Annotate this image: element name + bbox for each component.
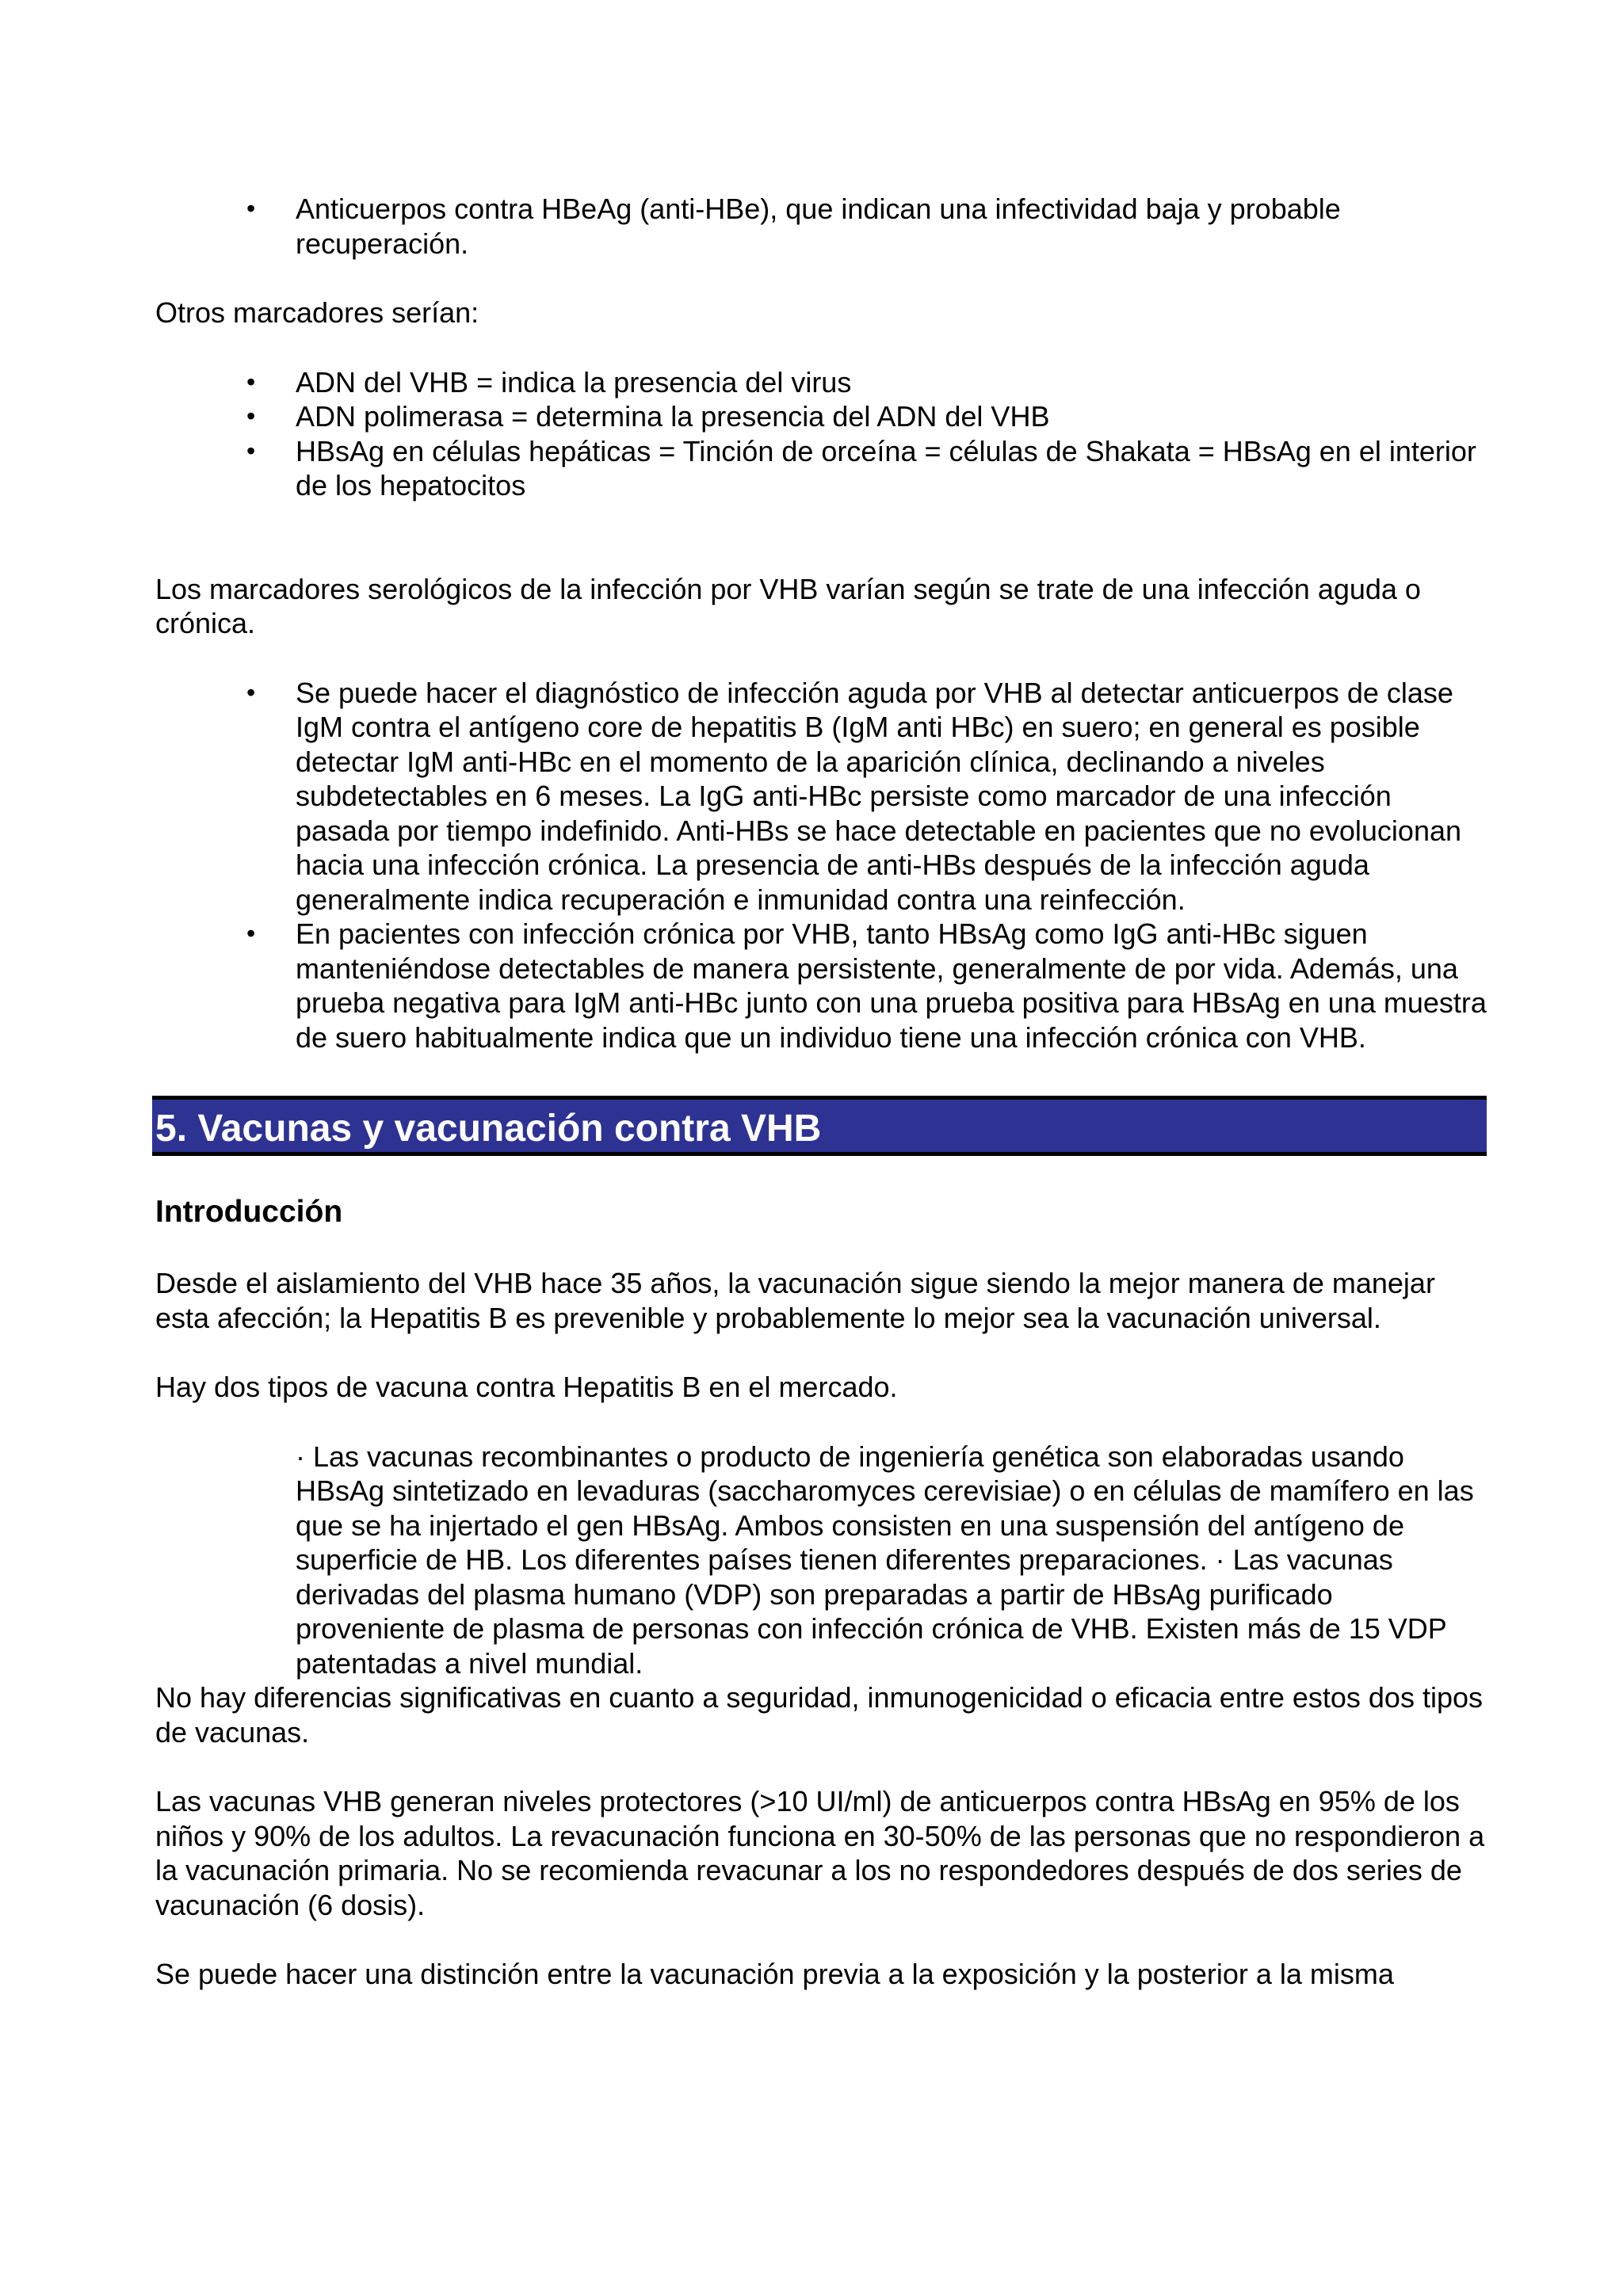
serologic-markers-paragraph: Los marcadores serológicos de la infección por VHB varían según se trate de una infección aguda o crónica. xyxy=(155,572,1421,639)
distincion-paragraph: Se puede hacer una distinción entre la vacunación previa a la exposición y la posterior a la misma xyxy=(155,1958,1394,1990)
section-heading-banner xyxy=(152,1096,1487,1156)
section-title: 5. Vacunas y vacunación contra VHB xyxy=(155,1108,822,1150)
niveles-protectores-paragraph: Las vacunas VHB generan niveles protectores (>10 UI/ml) de anticuerpos contra HBsAg en 95% de los niños y 90% de los adultos. La revacunación funciona en 30-50% de las personas que no respondieron a la vacunación primaria. No se recomienda revacunar a los no respondedores después de dos series de vacunación (6 dosis). xyxy=(155,1785,1485,1921)
intro-paragraph: Desde el aislamiento del VHB hace 35 años, la vacunación sigue siendo la mejor manera de manejar esta afección; la Hepatitis B es prevenible y probablemente lo mejor sea la vacunación universal. xyxy=(155,1267,1435,1334)
bullet-anti-hbe: • Anticuerpos contra HBeAg (anti-HBe), que indican una infectividad baja y probable recuperación. xyxy=(296,192,1487,261)
bullet-hbsag-celulas: • HBsAg en células hepáticas = Tinción de orceína = células de Shakata = HBsAg en el interior de los hepatocitos xyxy=(296,434,1487,503)
bullet-adn-vhb: • ADN del VHB = indica la presencia del virus xyxy=(296,365,1487,400)
document-content xyxy=(155,192,1487,1992)
tipos-vacuna-paragraph: Hay dos tipos de vacuna contra Hepatitis B en el mercado. xyxy=(155,1371,898,1403)
diferencias-paragraph: No hay diferencias significativas en cuanto a seguridad, inmunogenicidad o eficacia entre estos dos tipos de vacunas. xyxy=(155,1681,1484,1749)
bullet-adn-polimerasa: • ADN polimerasa = determina la presencia del ADN del VHB xyxy=(296,399,1487,434)
otros-marcadores-list xyxy=(155,365,1487,503)
subheading-introduccion: Introducción xyxy=(155,1195,343,1229)
vacunas-indented-paragraph: · Las vacunas recombinantes o producto de ingeniería genética son elaboradas usando HBsAg sintetizado en levaduras (saccharomyces cerevisiae) o en células de mamífero en las que se ha injertado el gen HBsAg. Ambos consisten en una suspensión del antígeno de superficie de HB. Los diferentes países tienen diferentes preparaciones. · Las vacunas derivadas del plasma humano (VDP) son preparadas a partir de HBsAg purificado proveniente de plasma de personas con infección crónica de VHB. Existen más de 15 VDP patentadas a nivel mundial. xyxy=(296,1440,1474,1680)
bullet-infeccion-cronica: • En pacientes con infección crónica por VHB, tanto HBsAg como IgG anti-HBc siguen manteniéndose detectables de manera persistente, generalmente de por vida. Además, una prueba negativa para IgM anti-HBc junto con una prueba positiva para HBsAg en una muestra de suero habitualmente indica que un individuo tiene una infección crónica con VHB. xyxy=(296,917,1487,1055)
anti-hbe-bullet-list xyxy=(155,192,1487,261)
otros-marcadores-intro: Otros marcadores serían: xyxy=(155,296,479,329)
bullet-infeccion-aguda: • Se puede hacer el diagnóstico de infección aguda por VHB al detectar anticuerpos de clase IgM contra el antígeno core de hepatitis B (IgM anti HBc) en suero; en general es posible detectar IgM anti-HBc en el momento de la aparición clínica, declinando a niveles subdetectables en 6 meses. La IgG anti-HBc persiste como marcador de una infección pasada por tiempo indefinido. Anti-HBs se hace detectable en pacientes que no evolucionan hacia una infección crónica. La presencia de anti-HBs después de la infección aguda generalmente indica recuperación e inmunidad contra una reinfección. xyxy=(296,676,1487,917)
serologic-bullet-list xyxy=(155,676,1487,1055)
